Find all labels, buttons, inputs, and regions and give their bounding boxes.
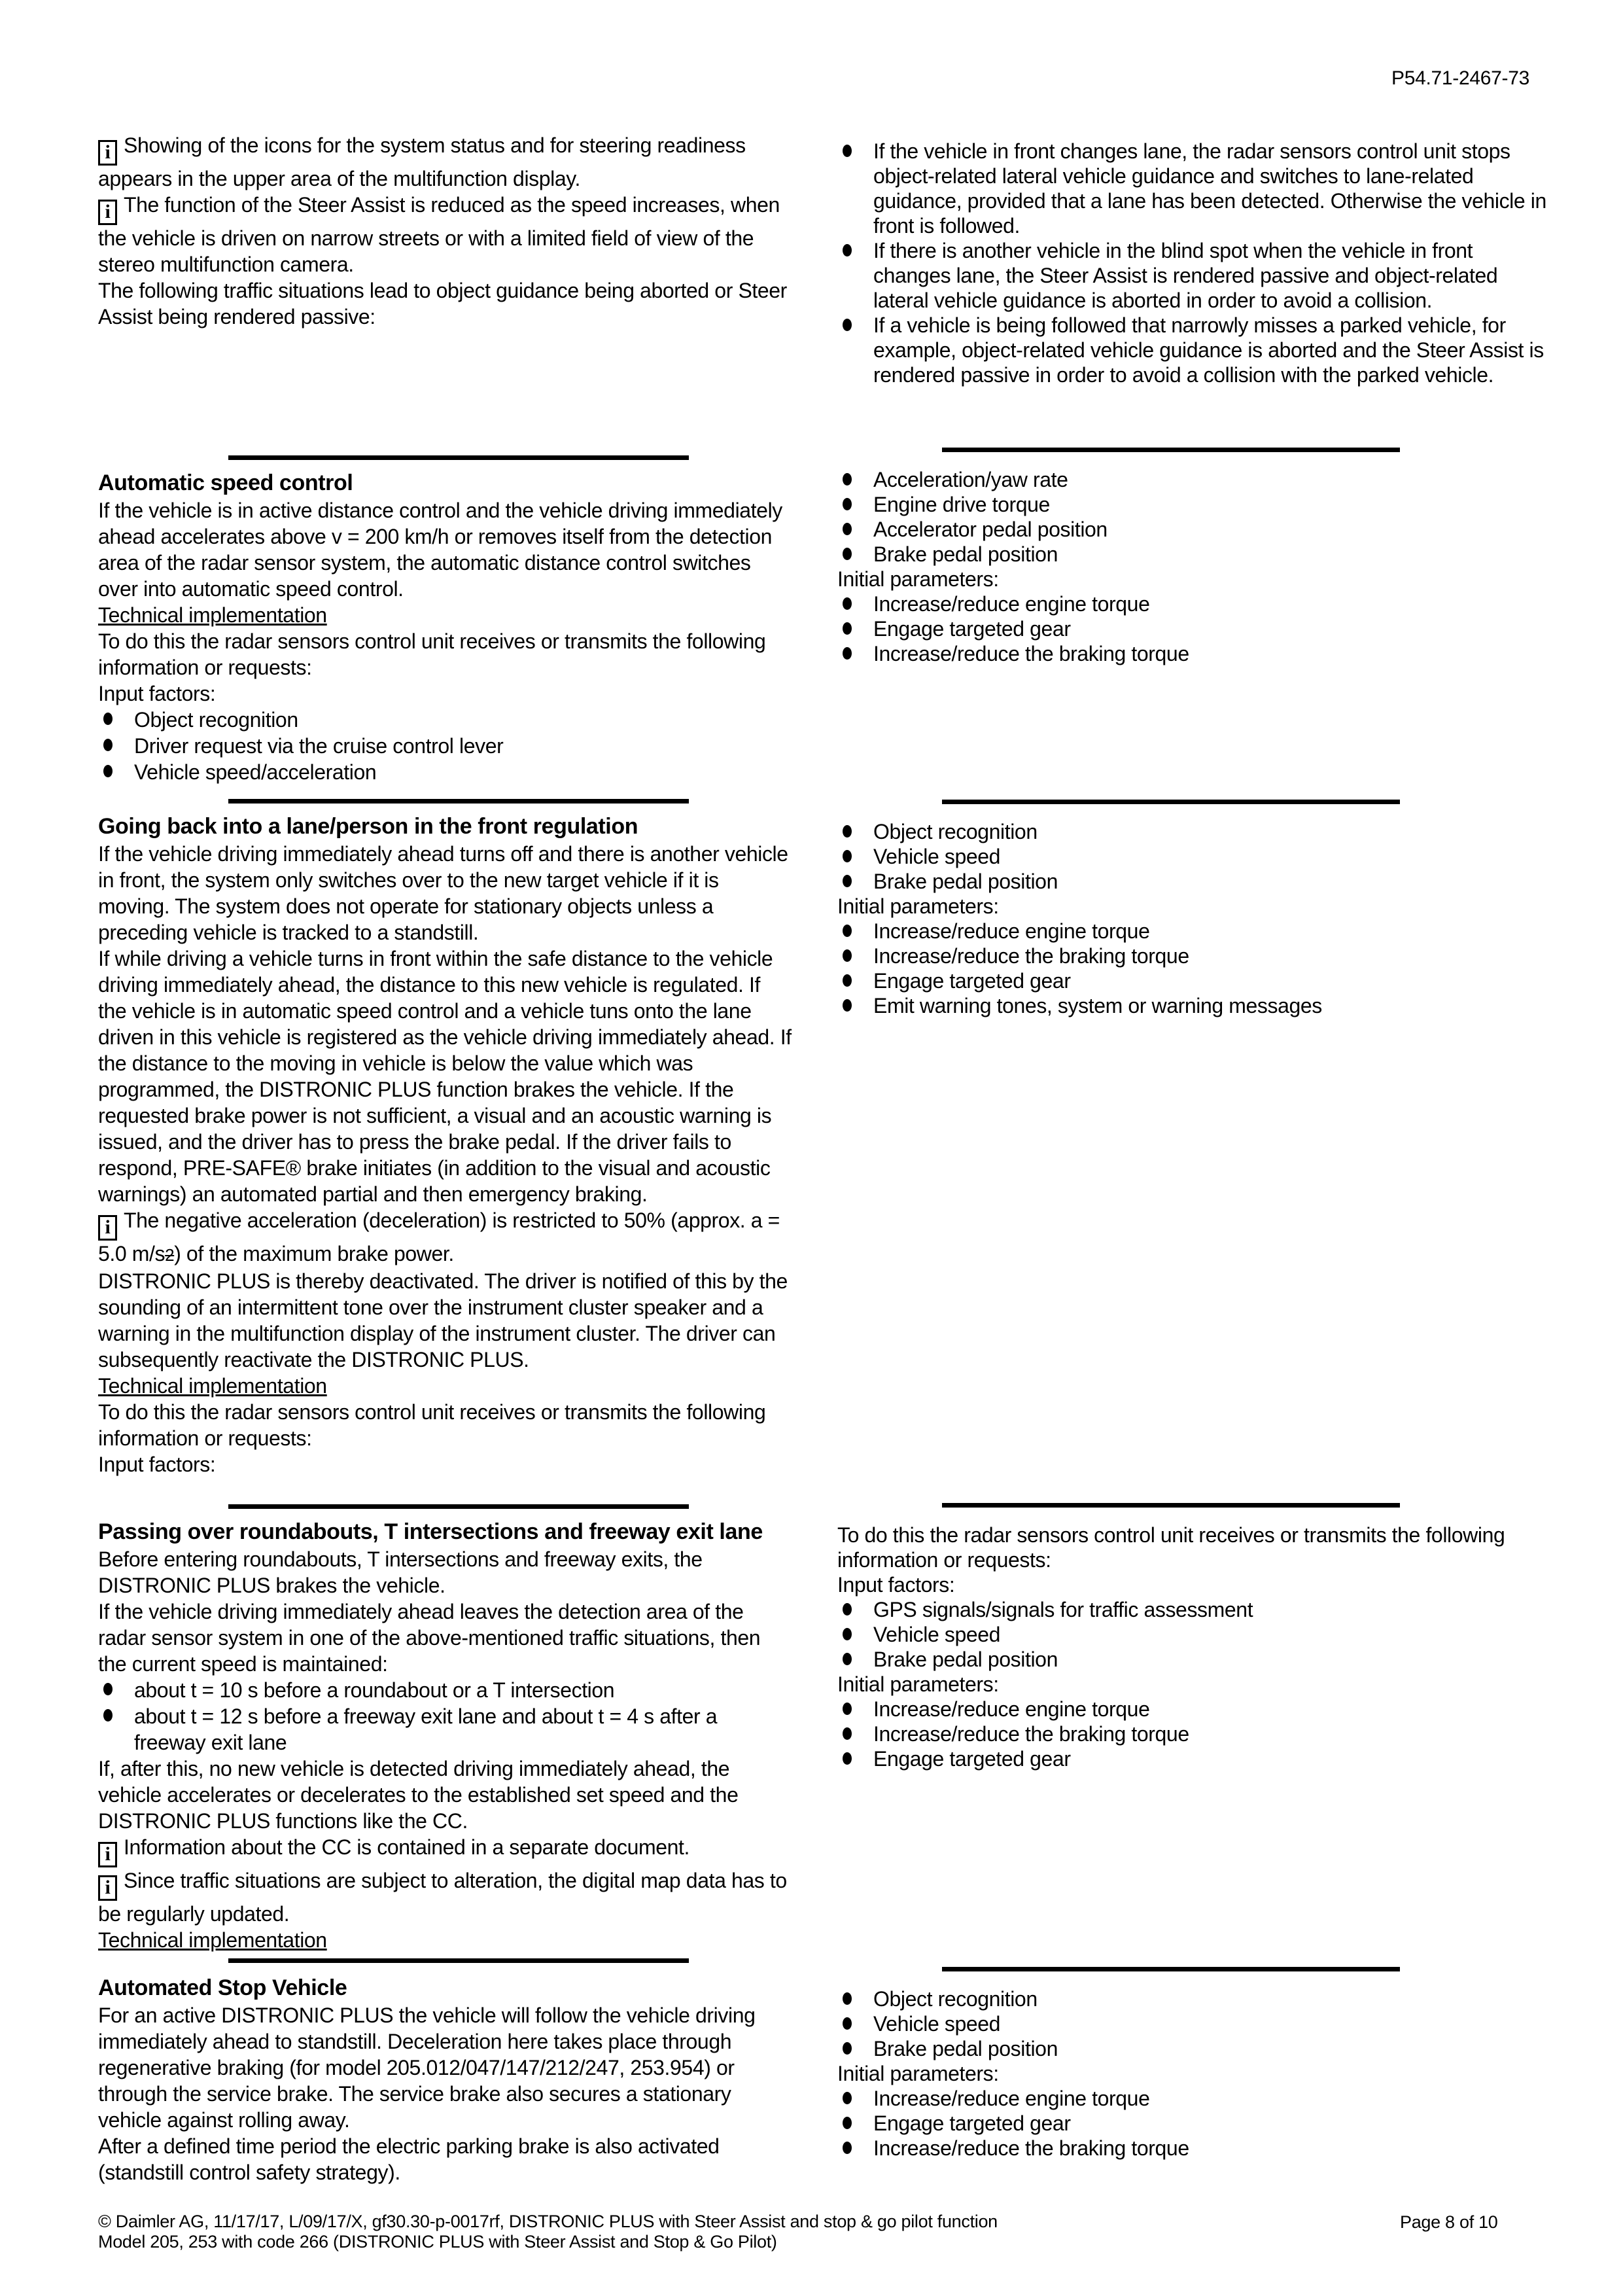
list-item: Vehicle speed (837, 1622, 1547, 1647)
bullet-icon (843, 319, 852, 331)
info-note: i The function of the Steer Assist is reduced as the speed increases, when the vehicle is driven on narrow streets or with a limited field of view of the stereo multifunction camera. (98, 193, 780, 276)
list-item: Increase/reduce engine torque (837, 919, 1547, 944)
list-item: Increase/reduce engine torque (837, 2086, 1547, 2111)
bullet-icon (843, 949, 852, 962)
right-section-traffic-situations (837, 128, 1547, 387)
bullet-icon (843, 2042, 852, 2055)
list-item: Increase/reduce the braking torque (837, 2136, 1547, 2161)
info-note: i The negative acceleration (deceleration) is restricted to 50% (approx. a = 5.0 m/s2) of the maximum brake power. (98, 1209, 780, 1265)
info-note: i Showing of the icons for the system status and for steering readiness appears in the upper area of the multifunction display. (98, 133, 746, 190)
bullet-icon (843, 548, 852, 560)
list-item: Increase/reduce the braking torque (837, 641, 1547, 666)
bullet-icon (843, 498, 852, 510)
section-going-back-into-lane (98, 807, 792, 1477)
bullet-icon (843, 244, 852, 256)
list-item: Object recognition (837, 819, 1547, 844)
bullet-icon (103, 713, 113, 725)
technical-implementation-label: Technical implementation (98, 603, 327, 627)
list-item: about t = 12 s before a freeway exit lane and about t = 4 s after a freeway exit lane (98, 1703, 792, 1756)
paragraph: If while driving a vehicle turns in front within the safe distance to the vehicle driving immediately ahead, the distance to this new vehicle is regulated. If the vehicle is in automatic speed control and a vehicle tuns onto the lane driven in this vehicle is registered as the vehicle driving immediately ahead. If the distance to the moving in vehicle is below the value which was programmed, the DISTRONIC PLUS function brakes the vehicle. If the requested brake power is not sufficient, a visual and an acoustic warning is issued, and the driver has to press the brake pedal. If the driver fails to respond, PRE-SAFE® brake initiates (in addition to the visual and acoustic warnings) an automated partial and then emergency braking. (98, 947, 792, 1206)
bullet-icon (843, 974, 852, 987)
section-heading: Automatic speed control (98, 470, 353, 495)
section-divider (942, 448, 1400, 452)
bullet-icon (843, 597, 852, 610)
list-item: Increase/reduce engine torque (837, 1697, 1547, 1722)
paragraph: For an active DISTRONIC PLUS the vehicle will follow the vehicle driving immediately ahead to standstill. Deceleration here takes place through regenerative braking (for model 205.012/047/147/212/247, 253.954) or through the service brake. The service brake also secures a stationary vehicle against rolling away. (98, 2004, 756, 2132)
right-section-autostop-factors (837, 1977, 1547, 2161)
paragraph: To do this the radar sensors control unit receives or transmits the following information or requests: (98, 1400, 766, 1450)
section-automated-stop-vehicle (98, 1968, 792, 2185)
footer-line2: Model 205, 253 with code 266 (DISTRONIC PLUS with Steer Assist and Stop & Go Pilot) (98, 2232, 777, 2252)
list-item: If a vehicle is being followed that narrowly misses a parked vehicle, for example, object-related vehicle guidance is aborted and the Steer Assist is rendered passive in order to avoid a collision with the parked vehicle. (837, 313, 1547, 387)
section-heading: Passing over roundabouts, T intersections and freeway exit lane (98, 1519, 763, 1544)
paragraph: DISTRONIC PLUS is thereby deactivated. The driver is notified of this by the sounding of an intermittent tone over the instrument cluster speaker and a warning in the multifunction display of the instrument cluster. The driver can subsequently reactivate the DISTRONIC PLUS. (98, 1269, 788, 1371)
list-item: Vehicle speed (837, 844, 1547, 869)
input-factors-label: Input factors: (98, 1453, 216, 1476)
list-item: Increase/reduce engine torque (837, 592, 1547, 616)
section-divider (942, 1967, 1400, 1971)
bullet-icon (843, 1992, 852, 2005)
bullet-icon (103, 765, 113, 777)
bullet-icon (843, 473, 852, 486)
bullet-icon (843, 1703, 852, 1715)
info-icon: i (98, 140, 117, 166)
list-item: about t = 10 s before a roundabout or a T intersection (98, 1677, 792, 1703)
section-divider (942, 800, 1400, 804)
section-automatic-speed-control (98, 463, 792, 785)
input-factors-label: Input factors: (98, 682, 216, 705)
bullet-icon (843, 2142, 852, 2154)
info-icon: i (98, 200, 117, 225)
list-item: Engage targeted gear (837, 2111, 1547, 2136)
bullet-icon (843, 1603, 852, 1616)
paragraph: To do this the radar sensors control unit receives or transmits the following information or requests: (98, 629, 766, 679)
list-item: Vehicle speed (837, 2011, 1547, 2036)
bullet-icon (843, 925, 852, 937)
section-heading: Going back into a lane/person in the front regulation (98, 814, 638, 839)
paragraph: After a defined time period the electric parking brake is also activated (standstill control safety strategy). (98, 2134, 720, 2184)
list-item: Acceleration/yaw rate (837, 467, 1547, 492)
section-divider (228, 1504, 689, 1509)
paragraph: If, after this, no new vehicle is detected driving immediately ahead, the vehicle accelerates or decelerates to the established set speed and the DISTRONIC PLUS functions like the CC. (98, 1757, 739, 1833)
technical-implementation-label: Technical implementation (98, 1928, 327, 1952)
document-code: P54.71-2467-73 (1391, 67, 1529, 89)
bullet-icon (843, 523, 852, 535)
list-item: Vehicle speed/acceleration (98, 759, 792, 785)
list-item: Brake pedal position (837, 542, 1547, 567)
info-icon: i (98, 1875, 117, 1901)
footer-copyright (98, 2212, 1249, 2252)
list-item: Engage targeted gear (837, 968, 1547, 993)
bullet-icon (843, 2092, 852, 2104)
left-column (98, 0, 792, 2296)
bullet-icon (843, 1752, 852, 1765)
bullet-icon (843, 875, 852, 887)
section-divider (942, 1503, 1400, 1508)
list-item: If there is another vehicle in the blind spot when the vehicle in front changes lane, the Steer Assist is rendered passive and object-related lateral vehicle guidance is aborted in order to avoid a collision. (837, 238, 1547, 313)
paragraph: Before entering roundabouts, T intersections and freeway exits, the DISTRONIC PLUS brakes the vehicle. (98, 1547, 703, 1597)
list-item: Brake pedal position (837, 869, 1547, 894)
section-intro (98, 124, 792, 330)
section-divider (228, 1958, 689, 1963)
list-item: Engage targeted gear (837, 1746, 1547, 1771)
info-icon: i (98, 1215, 117, 1241)
input-factors-label: Input factors: (837, 1573, 955, 1597)
section-heading: Automated Stop Vehicle (98, 1975, 347, 2000)
paragraph: If the vehicle driving immediately ahead leaves the detection area of the radar sensor system in one of the above-mentioned traffic situations, then the current speed is maintained: (98, 1600, 761, 1676)
list-item: Object recognition (837, 1987, 1547, 2011)
right-column (837, 0, 1547, 2296)
list-item: Emit warning tones, system or warning messages (837, 993, 1547, 1018)
bullet-icon (103, 1683, 113, 1695)
initial-parameters-label: Initial parameters: (837, 894, 999, 918)
initial-parameters-label: Initial parameters: (837, 2062, 999, 2085)
bullet-icon (843, 2017, 852, 2030)
bullet-icon (103, 739, 113, 751)
right-section-asc-factors (837, 458, 1547, 666)
info-note: i Information about the CC is contained in a separate document. (98, 1834, 792, 1867)
bullet-icon (843, 1653, 852, 1665)
list-item: If the vehicle in front changes lane, the radar sensors control unit stops object-related lateral vehicle guidance and switches to lane-related guidance, provided that a lane has been detected. Otherwise the vehicle in front is followed. (837, 139, 1547, 238)
right-section-goback-factors (837, 810, 1547, 1018)
paragraph: If the vehicle driving immediately ahead turns off and there is another vehicle in front, the system only switches over to the new target vehicle if it is moving. The system does not operate for stationary objects unless a preceding vehicle is tracked to a standstill. (98, 842, 788, 944)
superscript-two: 2 (165, 1245, 175, 1265)
list-item: Driver request via the cruise control lever (98, 733, 792, 759)
paragraph: The following traffic situations lead to object guidance being aborted or Steer Assist being rendered passive: (98, 279, 787, 328)
initial-parameters-label: Initial parameters: (837, 567, 999, 591)
info-note: i Since traffic situations are subject to alteration, the digital map data has to be regularly updated. (98, 1869, 787, 1926)
list-item: Brake pedal position (837, 1647, 1547, 1672)
bullet-icon (843, 999, 852, 1012)
bullet-icon (843, 1727, 852, 1740)
list-item: Object recognition (98, 707, 792, 733)
technical-implementation-label: Technical implementation (98, 1374, 327, 1398)
bullet-icon (843, 1628, 852, 1640)
list-item: GPS signals/signals for traffic assessment (837, 1597, 1547, 1622)
list-item: Increase/reduce the braking torque (837, 1722, 1547, 1746)
section-divider (228, 455, 689, 460)
info-icon: i (98, 1842, 117, 1867)
bullet-icon (103, 1709, 113, 1722)
bullet-icon (843, 825, 852, 838)
footer-page-number: Page 8 of 10 (1400, 2212, 1498, 2232)
list-item: Accelerator pedal position (837, 517, 1547, 542)
bullet-icon (843, 850, 852, 862)
footer-line1: © Daimler AG, 11/17/17, L/09/17/X, gf30.30-p-0017rf, DISTRONIC PLUS with Steer Assist and stop & go pilot function (98, 2212, 998, 2231)
paragraph: To do this the radar sensors control unit receives or transmits the following information or requests: (837, 1523, 1505, 1572)
section-divider (228, 799, 689, 804)
list-item: Brake pedal position (837, 2036, 1547, 2061)
paragraph: If the vehicle is in active distance control and the vehicle driving immediately ahead accelerates above v = 200 km/h or removes itself from the detection area of the radar sensor system, the automatic distance control switches over into automatic speed control. (98, 499, 782, 601)
right-section-passing-factors (837, 1513, 1547, 1771)
bullet-icon (843, 145, 852, 157)
list-item: Increase/reduce the braking torque (837, 944, 1547, 968)
initial-parameters-label: Initial parameters: (837, 1672, 999, 1696)
section-passing-roundabouts (98, 1512, 792, 1953)
bullet-icon (843, 622, 852, 635)
list-item: Engine drive torque (837, 492, 1547, 517)
list-item: Engage targeted gear (837, 616, 1547, 641)
bullet-icon (843, 647, 852, 660)
bullet-icon (843, 2117, 852, 2129)
